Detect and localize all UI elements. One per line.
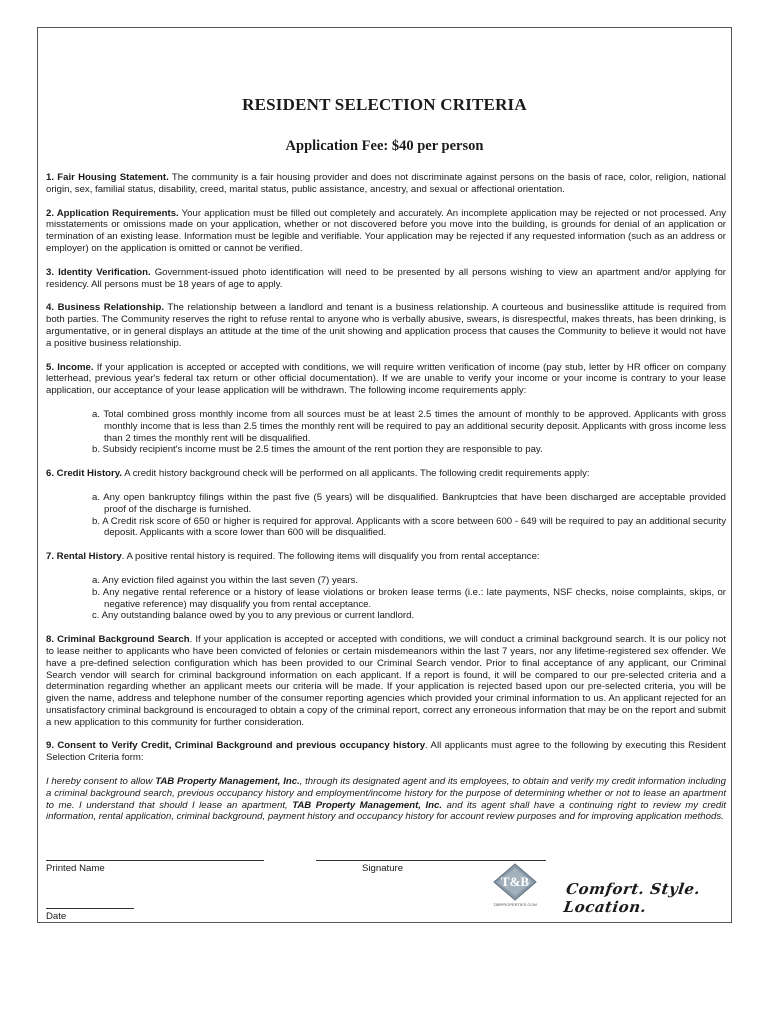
section-body: A credit history background check will be performed on all applicants. The following credit requirements apply: [122, 468, 590, 480]
tb-logo-icon [486, 862, 544, 908]
section-consent [46, 740, 726, 764]
income-requirements-list [92, 409, 726, 456]
section-heading: 4. Business Relationship. [46, 302, 165, 314]
application-fee: Application Fee: $40 per person [285, 138, 484, 154]
section-body: Government-issued photo identification will need to be presented by all persons wishing to view an apartment and/or applying for residency. All persons must be 18 years of age to apply. [46, 266, 727, 290]
section-heading: 2. Application Requirements. [46, 207, 179, 219]
section-body: . A positive rental history is required. The following items will disqualify you from rental acceptance: [121, 551, 540, 563]
section-body: Your application must be filled out completely and accurately. An incomplete application may be rejected or not processed. Any misstatements or omissions made on your application, whether or not discovered before you move into the building, is grounds for denial of an application or termination of an existing lease. Information must be legible and verifiable. Your application may be rejected if any requested information (such as an address or employer) on the application is omitted or cannot be verified. [46, 207, 726, 254]
section-body: The relationship between a landlord and tenant is a business relationship. A courteous and businesslike attitude is required from both parties. The Community reserves the right to refuse rental to anyone who is verbally abusive, swears, is disrespectful, makes threats, has been drinking, is argumentative, or in general displays an attitude at the time of the unit showing and application process that causes the Community to believe it would not have a positive business relationship. [46, 302, 726, 349]
rental-disqualifiers-list [92, 575, 726, 622]
page-title: RESIDENT SELECTION CRITERIA [242, 95, 527, 114]
company-name: TAB Property Management, Inc. [155, 776, 300, 788]
section-heading: 8. Criminal Background Search [46, 634, 190, 646]
tagline: Comfort. Style. Location. [562, 880, 702, 916]
company-name: TAB Property Management, Inc. [292, 799, 443, 811]
consent-text: and its agent shall have a continuing right to review my credit information, rental application, criminal background, payment history and occupancy history for account review purposes and for improving application methods. [46, 799, 726, 823]
section-rental-history [46, 551, 726, 622]
section-business-relationship [46, 302, 726, 349]
logo-small-text: TABPROPERTIES.COM [493, 902, 537, 907]
section-heading: 3. Identity Verification. [46, 266, 151, 278]
criteria-content [46, 172, 726, 835]
list-item: a. Total combined gross monthly income from all sources must be at least 2.5 times the amount of monthly to be approved. Applicants with gross monthly income that is less than 2.5 times the monthly rent will be required to pay an additional security deposit. Applicants with gross income less than 2 times the monthly rent will be disqualified. [92, 408, 726, 444]
date-line[interactable] [46, 908, 134, 909]
consent-text: I hereby consent to allow [46, 776, 156, 788]
section-body: The community is a fair housing provider and does not discriminate against persons on the basis of race, color, religion, national origin, sex, familial status, disability, creed, marital status, public assistance, ancestry, and sexual or affectional orientation. [46, 172, 726, 195]
section-credit-history [46, 468, 726, 539]
list-item: a. Any eviction filed against you within the last seven (7) years. [92, 574, 359, 586]
list-item: c. Any outstanding balance owed by you to any previous or current landlord. [92, 610, 415, 622]
list-item: b. Subsidy recipient's income must be 2.5 times the amount of the rent portion they are responsible to pay. [92, 444, 543, 456]
printed-name-line[interactable] [46, 860, 264, 861]
list-item: b. A Credit risk score of 650 or higher is required for approval. Applicants with a score between 600 - 649 will be required to pay an additional security deposit. Applicants with a score lower than 600 will be disqualified. [92, 515, 726, 539]
section-heading: 6. Credit History. [46, 468, 123, 480]
section-body: If your application is accepted or accepted with conditions, we will require written verification of income (pay stub, letter by HR officer on company letterhead, previous year's federal tax return or other official documentation). If we are unable to verify your income or your income is contrary to your lease application, our acceptance of your lease application will be withdrawn. The following income requirements apply: [46, 361, 727, 397]
section-application-requirements [46, 208, 726, 255]
logo-letters: T&B [500, 874, 530, 889]
section-body: . All applicants must agree to the following by executing this Resident Selection Criteria form: [46, 740, 726, 764]
list-item: b. Any negative rental reference or a history of lease violations or broken lease terms (i.e.: late payments, NSF checks, noise complaints, skips, or negative reference) may disqualify you from rental acceptance. [92, 586, 726, 610]
section-heading: 7. Rental History [46, 551, 122, 563]
consent-statement [46, 776, 726, 823]
printed-name-label: Printed Name [46, 863, 105, 874]
signature-label: Signature [362, 863, 404, 874]
section-criminal-background [46, 634, 726, 728]
date-label: Date [46, 911, 67, 922]
signature-line[interactable] [316, 860, 546, 861]
section-heading: 5. Income. [46, 361, 94, 373]
section-heading: 1. Fair Housing Statement. [46, 172, 169, 183]
section-fair-housing [46, 172, 726, 196]
section-identity-verification [46, 267, 726, 291]
list-item: a. Any open bankruptcy filings within the past five (5 years) will be disqualified. Bankruptcies that have been discharged are acceptable provided proof of the discharge is furnished. [92, 491, 726, 515]
consent-text: , through its designated agent and its employees, to obtain and verify my credit information including a criminal background search, previous occupancy history and employment/income history for the purpose of determining whether or not to lease an apartment to me. I understand that should I lease an apartment, [46, 776, 726, 811]
section-heading: 9. Consent to Verify Credit, Criminal Background and previous occupancy history [46, 740, 426, 752]
section-body: . If your application is accepted or accepted with conditions, we will conduct a criminal background search. It is our policy not to lease neither to applicants who have been convicted of felonies or certain misdemeanors within the last 7 years, nor any lifetime-registered sex offender. We have a pre-defined selection configuration which has been provided to our Criminal Search vendor. Prior to final acceptance of any applicant, our Criminal Search vendor will search for criminal background information on each applicant. If a report is found, it will be compared to our pre-selected criteria and a determination regarding whether an applicant meets our criteria will be made. If your application is rejected based upon our pre-selected criteria, you will be given the name, address and telephone number of the consumer reporting agencies which provided your criminal information to us. An applicant rejected for an unsatisfactory criminal background is encouraged to obtain a copy of the criminal report, correct any erroneous information that may be on the report and submit a new application to this community for further consideration. [46, 634, 726, 728]
section-income [46, 362, 726, 457]
credit-requirements-list [92, 492, 726, 539]
